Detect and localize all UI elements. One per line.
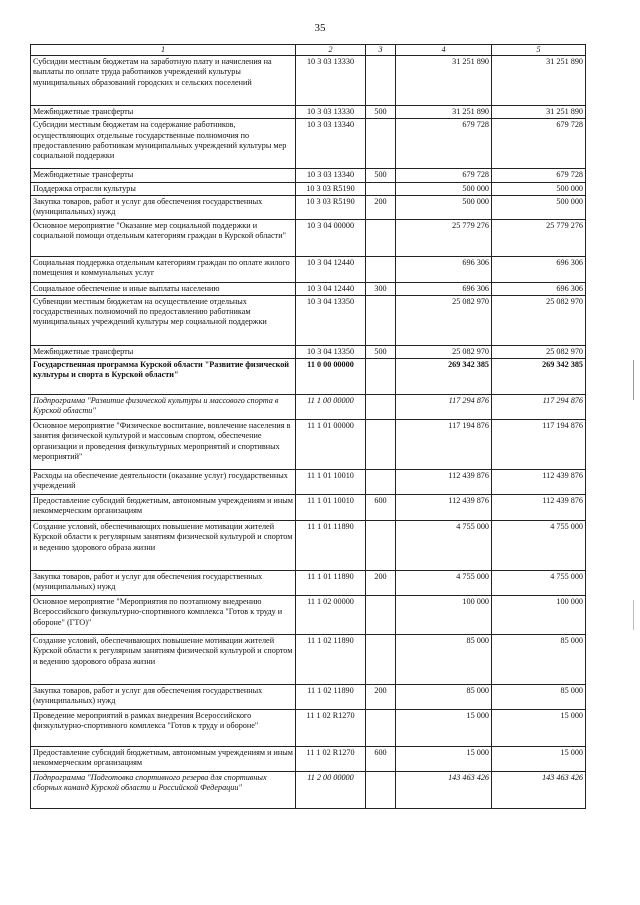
row-name-cell: Социальное обеспечение и иные выплаты населению — [31, 282, 296, 295]
row-amount-cell: 4 755 000 — [396, 521, 492, 571]
row-code-cell: 11 1 02 11890 — [296, 635, 366, 685]
row-code-cell: 10 3 03 13340 — [296, 119, 366, 169]
row-amount2-cell: 500 000 — [492, 182, 586, 195]
row-amount2-cell: 679 728 — [492, 119, 586, 169]
row-name-cell: Закупка товаров, работ и услуг для обеспечения государственных (муниципальных) нужд — [31, 571, 296, 596]
row-amount-cell: 117 294 876 — [396, 395, 492, 420]
row-name-cell: Государственная программа Курской области "Развитие физической культуры и спорта в Курской области" — [31, 359, 296, 395]
table-row — [31, 772, 586, 809]
row-vr-cell — [366, 521, 396, 571]
row-amount2-cell: 31 251 890 — [492, 56, 586, 106]
row-name-cell: Создание условий, обеспечивающих повышение мотивации жителей Курской области к регулярным занятиям физической культурой и спортом и ведению здорового образа жизни — [31, 635, 296, 685]
row-vr-cell — [366, 635, 396, 685]
table-header-row — [31, 45, 586, 56]
row-amount2-cell: 25 779 276 — [492, 219, 586, 256]
row-amount-cell: 500 000 — [396, 195, 492, 219]
row-vr-cell: 200 — [366, 571, 396, 596]
row-amount2-cell: 25 082 970 — [492, 346, 586, 359]
row-vr-cell — [366, 296, 396, 346]
table-row — [31, 296, 586, 346]
scan-artifact — [633, 360, 634, 400]
row-name-cell: Межбюджетные трансферты — [31, 106, 296, 119]
table-row — [31, 596, 586, 635]
row-code-cell: 11 1 01 10010 — [296, 495, 366, 521]
row-name-cell: Межбюджетные трансферты — [31, 169, 296, 182]
row-code-cell: 11 1 01 10010 — [296, 470, 366, 495]
row-amount2-cell: 112 439 876 — [492, 470, 586, 495]
table-row — [31, 395, 586, 420]
row-amount2-cell: 4 755 000 — [492, 571, 586, 596]
table-row — [31, 346, 586, 359]
row-amount-cell: 31 251 890 — [396, 56, 492, 106]
row-vr-cell — [366, 710, 396, 747]
row-amount2-cell: 269 342 385 — [492, 359, 586, 395]
row-vr-cell — [366, 182, 396, 195]
header-col-2: 2 — [296, 45, 366, 56]
row-vr-cell: 300 — [366, 282, 396, 295]
row-amount2-cell: 4 755 000 — [492, 521, 586, 571]
row-amount2-cell: 25 082 970 — [492, 296, 586, 346]
table-row — [31, 256, 586, 282]
row-vr-cell — [366, 772, 396, 809]
row-amount2-cell: 500 000 — [492, 195, 586, 219]
row-amount-cell: 112 439 876 — [396, 495, 492, 521]
row-code-cell: 11 1 01 11890 — [296, 521, 366, 571]
row-code-cell: 10 3 03 13340 — [296, 169, 366, 182]
row-amount-cell: 143 463 426 — [396, 772, 492, 809]
table-row — [31, 182, 586, 195]
row-amount-cell: 31 251 890 — [396, 106, 492, 119]
row-amount2-cell: 85 000 — [492, 685, 586, 710]
row-vr-cell — [366, 119, 396, 169]
row-vr-cell — [366, 219, 396, 256]
scan-artifact — [633, 600, 634, 630]
row-code-cell: 11 1 02 11890 — [296, 685, 366, 710]
row-name-cell: Проведение мероприятий в рамках внедрения Всероссийского физкультурно-спортивного комплекса "Готов к труду и обороне" — [31, 710, 296, 747]
table-row — [31, 169, 586, 182]
row-code-cell: 11 1 02 R1270 — [296, 710, 366, 747]
row-amount2-cell: 100 000 — [492, 596, 586, 635]
row-name-cell: Основное мероприятие "Мероприятия по поэтапному внедрению Всероссийского физкультурно-спортивного комплекса "Готов к труду и обороне" (ГТО)" — [31, 596, 296, 635]
row-name-cell: Закупка товаров, работ и услуг для обеспечения государственных (муниципальных) нужд — [31, 685, 296, 710]
table-row — [31, 470, 586, 495]
row-amount-cell: 85 000 — [396, 685, 492, 710]
row-vr-cell: 500 — [366, 346, 396, 359]
row-vr-cell — [366, 359, 396, 395]
row-amount2-cell: 696 306 — [492, 282, 586, 295]
row-vr-cell: 200 — [366, 685, 396, 710]
row-name-cell: Предоставление субсидий бюджетным, автономным учреждениям и иным некоммерческим организациям — [31, 495, 296, 521]
table-row — [31, 359, 586, 395]
row-amount-cell: 100 000 — [396, 596, 492, 635]
row-code-cell: 10 3 04 13350 — [296, 296, 366, 346]
page-number: 35 — [314, 22, 326, 34]
row-amount2-cell: 679 728 — [492, 169, 586, 182]
header-col-5: 5 — [492, 45, 586, 56]
row-name-cell: Поддержка отрасли культуры — [31, 182, 296, 195]
row-amount-cell: 269 342 385 — [396, 359, 492, 395]
row-vr-cell — [366, 470, 396, 495]
table-row — [31, 495, 586, 521]
row-amount-cell: 85 000 — [396, 635, 492, 685]
table-row — [31, 685, 586, 710]
row-amount-cell: 15 000 — [396, 747, 492, 772]
row-amount-cell: 4 755 000 — [396, 571, 492, 596]
row-amount-cell: 112 439 876 — [396, 470, 492, 495]
table-row — [31, 195, 586, 219]
table-row — [31, 710, 586, 747]
row-amount-cell: 15 000 — [396, 710, 492, 747]
header-col-1: 1 — [31, 45, 296, 56]
row-amount2-cell: 143 463 426 — [492, 772, 586, 809]
header-col-3: 3 — [366, 45, 396, 56]
row-amount-cell: 679 728 — [396, 169, 492, 182]
row-vr-cell: 500 — [366, 106, 396, 119]
row-amount-cell: 25 779 276 — [396, 219, 492, 256]
row-code-cell: 10 3 04 12440 — [296, 282, 366, 295]
row-amount-cell: 25 082 970 — [396, 296, 492, 346]
row-code-cell: 11 1 02 00000 — [296, 596, 366, 635]
table-row — [31, 119, 586, 169]
row-amount2-cell: 15 000 — [492, 747, 586, 772]
row-name-cell: Основное мероприятие "Оказание мер социальной поддержки и социальной помощи отдельным категориям граждан в Курской области" — [31, 219, 296, 256]
row-vr-cell: 500 — [366, 169, 396, 182]
row-code-cell: 10 3 03 13330 — [296, 106, 366, 119]
row-name-cell: Подпрограмма "Развитие физической культуры и массового спорта в Курской области" — [31, 395, 296, 420]
row-name-cell: Социальная поддержка отдельным категориям граждан по оплате жилого помещения и коммунальных услуг — [31, 256, 296, 282]
table-row — [31, 571, 586, 596]
row-name-cell: Создание условий, обеспечивающих повышение мотивации жителей Курской области к регулярным занятиям физической культурой и спортом и ведению здорового образа жизни — [31, 521, 296, 571]
table-row — [31, 635, 586, 685]
row-amount2-cell: 117 294 876 — [492, 395, 586, 420]
row-amount2-cell: 15 000 — [492, 710, 586, 747]
row-vr-cell: 200 — [366, 195, 396, 219]
row-name-cell: Субвенции местным бюджетам на осуществление отдельных государственных полномочий по предоставлению работникам муниципальных учреждений культуры мер социальной поддержки — [31, 296, 296, 346]
row-vr-cell — [366, 420, 396, 470]
row-name-cell: Субсидии местным бюджетам на заработную плату и начисления на выплаты по оплате труда работников учреждений культуры муниципальных образований городских и сельских поселений — [31, 56, 296, 106]
row-amount-cell: 696 306 — [396, 256, 492, 282]
row-amount-cell: 25 082 970 — [396, 346, 492, 359]
row-code-cell: 11 2 00 00000 — [296, 772, 366, 809]
table-row — [31, 420, 586, 470]
row-name-cell: Предоставление субсидий бюджетным, автономным учреждениям и иным некоммерческим организациям — [31, 747, 296, 772]
row-code-cell: 11 1 00 00000 — [296, 395, 366, 420]
row-code-cell: 10 3 03 R5190 — [296, 182, 366, 195]
row-code-cell: 10 3 04 13350 — [296, 346, 366, 359]
row-vr-cell — [366, 256, 396, 282]
row-amount2-cell: 85 000 — [492, 635, 586, 685]
row-vr-cell — [366, 395, 396, 420]
row-code-cell: 10 3 04 12440 — [296, 256, 366, 282]
row-amount2-cell: 112 439 876 — [492, 495, 586, 521]
row-amount-cell: 696 306 — [396, 282, 492, 295]
row-vr-cell — [366, 596, 396, 635]
row-vr-cell: 600 — [366, 747, 396, 772]
header-col-4: 4 — [396, 45, 492, 56]
row-amount2-cell: 117 194 876 — [492, 420, 586, 470]
table-row — [31, 282, 586, 295]
row-amount-cell: 117 194 876 — [396, 420, 492, 470]
row-code-cell: 10 3 03 R5190 — [296, 195, 366, 219]
row-code-cell: 10 3 03 13330 — [296, 56, 366, 106]
row-name-cell: Расходы на обеспечение деятельности (оказание услуг) государственных учреждений — [31, 470, 296, 495]
table-row — [31, 521, 586, 571]
row-name-cell: Закупка товаров, работ и услуг для обеспечения государственных (муниципальных) нужд — [31, 195, 296, 219]
row-amount-cell: 679 728 — [396, 119, 492, 169]
row-code-cell: 11 1 01 11890 — [296, 571, 366, 596]
row-name-cell: Подпрограмма "Подготовка спортивного резерва для спортивных сборных команд Курской области и Российской Федерации" — [31, 772, 296, 809]
row-name-cell: Основное мероприятие "Физическое воспитание, вовлечение населения в занятия физической культурой и массовым спортом, обеспечение организации и проведения физкультурных мероприятий и спортивных мероприятий" — [31, 420, 296, 470]
table-row — [31, 56, 586, 106]
row-amount2-cell: 31 251 890 — [492, 106, 586, 119]
row-name-cell: Субсидии местным бюджетам на содержание работников, осуществляющих отдельные государственные полномочия по предоставлению работникам муниципальных учреждений культуры мер социальной поддержки — [31, 119, 296, 169]
row-code-cell: 10 3 04 00000 — [296, 219, 366, 256]
row-code-cell: 11 1 01 00000 — [296, 420, 366, 470]
row-vr-cell — [366, 56, 396, 106]
budget-table — [30, 44, 586, 809]
row-amount2-cell: 696 306 — [492, 256, 586, 282]
table-row — [31, 747, 586, 772]
row-name-cell: Межбюджетные трансферты — [31, 346, 296, 359]
row-code-cell: 11 1 02 R1270 — [296, 747, 366, 772]
table-row — [31, 106, 586, 119]
row-vr-cell: 600 — [366, 495, 396, 521]
row-code-cell: 11 0 00 00000 — [296, 359, 366, 395]
table-row — [31, 219, 586, 256]
row-amount-cell: 500 000 — [396, 182, 492, 195]
